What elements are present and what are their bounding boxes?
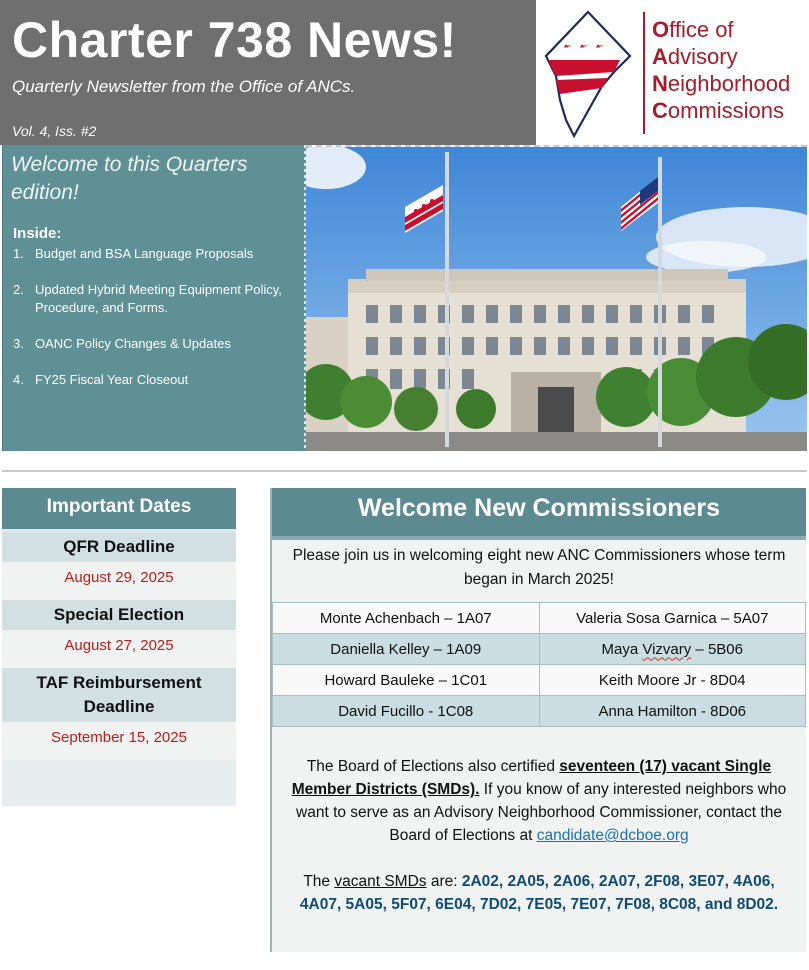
boe-email-link[interactable]: candidate@dcboe.org xyxy=(536,827,689,844)
important-dates-panel xyxy=(2,488,236,806)
date-title: TAF Reimbursement Deadline xyxy=(2,668,236,722)
inside-label: Inside: xyxy=(13,225,62,242)
welcome-heading: Welcome to this Quarters edition! xyxy=(11,153,248,204)
inside-list-item: 3. OANC Policy Changes & Updates xyxy=(13,336,231,351)
inside-list-item: 1. Budget and BSA Language Proposals xyxy=(13,246,254,261)
vacant-smd-paragraph: The Board of Elections also certified seventeen (17) vacant Single Member Districts (SMDs). If you know of any interested neighbors who want to serve as an Advisory Neighborhood Commissioner, contact the Board of Elections at candidate@dcboe.org xyxy=(291,758,787,844)
inside-list-item: 4. FY25 Fiscal Year Closeout xyxy=(13,372,189,387)
vacant-smd-list: The vacant SMDs are: 2A02, 2A05, 2A06, 2A07, 2F08, 3E07, 4A06, 4A07, 5A05, 5F07, 6E04, 7D02, 7E05, 7E07, 7F08, 8C08, and 8D02. xyxy=(299,873,779,913)
welcome-panel xyxy=(2,145,306,451)
section-divider xyxy=(2,470,807,472)
new-commissioners-panel xyxy=(270,488,806,952)
commissioners-intro: Please join us in welcoming eight new ANC Commissioners whose term began in March 2025! xyxy=(292,547,786,588)
newsletter-masthead xyxy=(0,0,536,145)
date-value: August 27, 2025 xyxy=(2,630,236,668)
new-commissioners-heading: Welcome New Commissioners xyxy=(272,488,806,540)
newsletter-subtitle: Quarterly Newsletter from the Office of ANCs. xyxy=(12,77,356,96)
important-dates-heading: Important Dates xyxy=(2,488,236,532)
commissioner-cell: Keith Moore Jr - 8D04 xyxy=(539,665,806,696)
table-row xyxy=(273,665,806,696)
date-title: Special Election xyxy=(2,600,236,630)
table-row xyxy=(273,696,806,727)
logo-wordmark: Office of Advisory Neighborhood Commissions xyxy=(652,17,791,123)
inside-list-item: 2. Updated Hybrid Meeting Equipment Policy, Procedure, and Forms. xyxy=(13,282,282,315)
dc-flag-map-icon xyxy=(544,10,632,138)
wilson-building-photo xyxy=(306,145,807,451)
commissioner-cell: Howard Bauleke – 1C01 xyxy=(273,665,540,696)
commissioner-cell: Anna Hamilton - 8D06 xyxy=(539,696,806,727)
commissioner-cell: Monte Achenbach – 1A07 xyxy=(273,603,540,634)
vacant-count-highlight: seventeen (17) vacant Single Member Districts (SMDs). xyxy=(291,758,772,798)
logo-divider xyxy=(643,12,645,134)
commissioner-cell: David Fucillo - 1C08 xyxy=(273,696,540,727)
date-value: August 29, 2025 xyxy=(2,562,236,600)
newsletter-title: Charter 738 News! xyxy=(12,12,457,68)
commissioners-table xyxy=(272,602,806,727)
commissioner-cell: Valeria Sosa Garnica – 5A07 xyxy=(539,603,806,634)
table-row xyxy=(273,634,806,665)
date-title: QFR Deadline xyxy=(2,532,236,562)
commissioner-cell: Daniella Kelley – 1A09 xyxy=(273,634,540,665)
date-value: September 15, 2025 xyxy=(2,722,236,760)
volume-issue: Vol. 4, Iss. #2 xyxy=(12,123,97,139)
inside-list xyxy=(13,245,301,407)
table-row xyxy=(273,603,806,634)
commissioner-cell: Maya Vizvary – 5B06 xyxy=(539,634,806,665)
building-photo-illustration xyxy=(306,147,807,451)
smd-codes: 2A02, 2A05, 2A06, 2A07, 2F08, 3E07, 4A06, 4A07, 5A05, 5F07, 6E04, 7D02, 7E05, 7E07, 7F08, 8C08, and 8D02. xyxy=(299,873,779,913)
oanc-logo xyxy=(536,0,809,145)
